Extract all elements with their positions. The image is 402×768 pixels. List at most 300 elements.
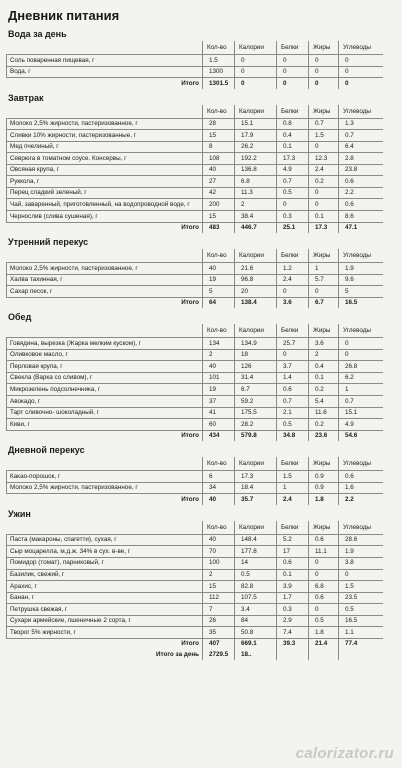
value-cell-cal: 134.9 — [235, 338, 277, 350]
column-header-protein: Белки — [277, 324, 309, 338]
value-cell-protein: 0 — [277, 349, 309, 361]
food-name-cell: Тарт сливочно- шоколадный, г — [7, 407, 203, 419]
value-cell-cal: 148.4 — [235, 534, 277, 546]
header-blank-cell — [7, 521, 203, 535]
value-cell-cal: 0.5 — [235, 569, 277, 581]
meal-section-title: Обед — [8, 312, 32, 323]
total-value-fat: 17.3 — [309, 222, 339, 233]
value-cell-carbs: 0.6 — [339, 471, 383, 483]
column-header-cal: Калории — [235, 105, 277, 119]
value-cell-qty: 15 — [203, 581, 235, 593]
table-row — [7, 338, 383, 350]
food-name-cell: Халва тахинная, г — [7, 274, 203, 286]
value-cell-carbs: 1.5 — [339, 581, 383, 593]
value-cell-cal: 2 — [235, 199, 277, 211]
column-header-cal: Калории — [235, 521, 277, 535]
total-label: Итого — [181, 495, 199, 503]
table-row — [7, 211, 383, 223]
day-total-row — [7, 649, 383, 660]
value-cell-fat: 0.6 — [309, 534, 339, 546]
value-cell-fat: 11.6 — [309, 407, 339, 419]
value-cell-cal: 14 — [235, 557, 277, 569]
value-cell-cal: 26.2 — [235, 141, 277, 153]
total-value-protein: 2.4 — [277, 494, 309, 505]
meal-section — [6, 29, 396, 89]
total-value-cal: 138.4 — [235, 297, 277, 308]
total-value-qty: 40 — [203, 494, 235, 505]
food-name-cell: Помидор (томат), парниковый, г — [7, 557, 203, 569]
value-cell-cal: 11.3 — [235, 187, 277, 199]
value-cell-qty: 19 — [203, 274, 235, 286]
value-cell-protein: 0.1 — [277, 141, 309, 153]
value-cell-carbs: 0.7 — [339, 396, 383, 408]
value-cell-qty: 27 — [203, 176, 235, 188]
value-cell-qty: 28 — [203, 118, 235, 130]
total-value-protein: 34.8 — [277, 430, 309, 441]
value-cell-carbs: 2.8 — [339, 153, 383, 165]
food-name-cell: Оливковое масло, г — [7, 349, 203, 361]
value-cell-protein: 5.2 — [277, 534, 309, 546]
food-name-cell: Микрозелень подсолнечника, г — [7, 384, 203, 396]
value-cell-fat: 0.9 — [309, 471, 339, 483]
table-header-row — [7, 324, 383, 338]
food-name-cell: Сыр моцарелла, м.д.ж. 34% в сух. в-ве, г — [7, 546, 203, 558]
value-cell-protein: 0.8 — [277, 118, 309, 130]
column-header-cal: Калории — [235, 457, 277, 471]
meal-table — [6, 41, 383, 89]
food-name-cell: Молоко 2,5% жирности, пастеризованное, г — [7, 118, 203, 130]
value-cell-protein: 0.7 — [277, 176, 309, 188]
value-cell-qty: 35 — [203, 627, 235, 639]
value-cell-carbs: 4.9 — [339, 419, 383, 431]
total-value-protein: 0 — [277, 78, 309, 89]
day-total-value-qty: 2729.5 — [203, 649, 235, 660]
value-cell-qty: 2 — [203, 569, 235, 581]
value-cell-carbs: 5 — [339, 286, 383, 298]
header-blank-cell — [7, 457, 203, 471]
header-blank-cell — [7, 105, 203, 119]
table-row — [7, 627, 383, 639]
value-cell-qty: 37 — [203, 396, 235, 408]
value-cell-cal: 3.4 — [235, 604, 277, 616]
day-total-value-protein — [277, 649, 309, 660]
value-cell-cal: 177.8 — [235, 546, 277, 558]
value-cell-qty: 40 — [203, 534, 235, 546]
table-row — [7, 118, 383, 130]
food-name-cell: Вода, г — [7, 66, 203, 78]
value-cell-fat: 0.2 — [309, 384, 339, 396]
total-value-qty: 434 — [203, 430, 235, 441]
value-cell-protein: 0.3 — [277, 211, 309, 223]
value-cell-cal: 175.5 — [235, 407, 277, 419]
header-blank-cell — [7, 41, 203, 55]
value-cell-cal: 38.4 — [235, 211, 277, 223]
table-row — [7, 569, 383, 581]
value-cell-carbs: 0 — [339, 338, 383, 350]
table-row — [7, 153, 383, 165]
value-cell-protein: 0 — [277, 55, 309, 67]
value-cell-carbs: 3.8 — [339, 557, 383, 569]
value-cell-qty: 40 — [203, 361, 235, 373]
total-value-protein: 3.6 — [277, 297, 309, 308]
food-name-cell: Перловая крупа, г — [7, 361, 203, 373]
food-name-cell: Банан, г — [7, 592, 203, 604]
value-cell-protein: 0.6 — [277, 557, 309, 569]
column-header-fat: Жиры — [309, 105, 339, 119]
value-cell-cal: 20 — [235, 286, 277, 298]
header-blank-cell — [7, 249, 203, 263]
value-cell-qty: 40 — [203, 263, 235, 275]
table-header-row — [7, 457, 383, 471]
value-cell-cal: 31.4 — [235, 372, 277, 384]
food-name-cell: Арахис, г — [7, 581, 203, 593]
value-cell-protein: 1.2 — [277, 263, 309, 275]
table-row — [7, 592, 383, 604]
value-cell-fat: 0 — [309, 141, 339, 153]
table-row — [7, 130, 383, 142]
column-header-cal: Калории — [235, 324, 277, 338]
table-row — [7, 263, 383, 275]
value-cell-fat: 1.8 — [309, 627, 339, 639]
value-cell-cal: 84 — [235, 615, 277, 627]
value-cell-qty: 1.5 — [203, 55, 235, 67]
value-cell-qty: 7 — [203, 604, 235, 616]
value-cell-protein: 17.3 — [277, 153, 309, 165]
total-row — [7, 297, 383, 308]
value-cell-carbs: 1.3 — [339, 118, 383, 130]
meal-section — [6, 237, 396, 308]
column-header-fat: Жиры — [309, 457, 339, 471]
value-cell-qty: 134 — [203, 338, 235, 350]
value-cell-carbs: 6.2 — [339, 372, 383, 384]
watermark: calorizator.ru — [295, 745, 394, 762]
value-cell-cal: 6.7 — [235, 384, 277, 396]
value-cell-protein: 1.7 — [277, 592, 309, 604]
meal-table — [6, 521, 383, 660]
value-cell-qty: 2 — [203, 349, 235, 361]
total-value-carbs: 2.2 — [339, 494, 383, 505]
meal-section-title: Утренний перекус — [8, 237, 89, 248]
value-cell-carbs: 0 — [339, 66, 383, 78]
value-cell-qty: 70 — [203, 546, 235, 558]
food-name-cell: Говядина, вырезка (Жарка мелким куском), г — [7, 338, 203, 350]
total-value-qty: 483 — [203, 222, 235, 233]
total-value-qty: 1301.5 — [203, 78, 235, 89]
food-name-cell: Киви, г — [7, 419, 203, 431]
value-cell-protein: 0.5 — [277, 187, 309, 199]
column-header-carbs: Углеводы — [339, 41, 383, 55]
value-cell-fat: 0.6 — [309, 592, 339, 604]
day-total-value-fat — [309, 649, 339, 660]
value-cell-qty: 19 — [203, 384, 235, 396]
total-value-cal: 669.1 — [235, 638, 277, 649]
total-value-fat: 0 — [309, 78, 339, 89]
value-cell-fat: 0.5 — [309, 615, 339, 627]
value-cell-fat: 2.4 — [309, 164, 339, 176]
value-cell-protein: 25.7 — [277, 338, 309, 350]
value-cell-protein: 0 — [277, 199, 309, 211]
total-row — [7, 78, 383, 89]
food-name-cell: Чернослив (слива сушеная), г — [7, 211, 203, 223]
value-cell-carbs: 0.6 — [339, 199, 383, 211]
column-header-cal: Калории — [235, 249, 277, 263]
value-cell-fat: 1.5 — [309, 130, 339, 142]
column-header-carbs: Углеводы — [339, 521, 383, 535]
value-cell-protein: 3.9 — [277, 581, 309, 593]
table-row — [7, 286, 383, 298]
value-cell-protein: 3.7 — [277, 361, 309, 373]
value-cell-carbs: 0 — [339, 55, 383, 67]
food-name-cell: Творог 5% жирности, г — [7, 627, 203, 639]
food-name-cell: Сахар песок, г — [7, 286, 203, 298]
value-cell-cal: 136.8 — [235, 164, 277, 176]
column-header-protein: Белки — [277, 457, 309, 471]
value-cell-protein: 1.4 — [277, 372, 309, 384]
column-header-qty: Кол-во — [203, 457, 235, 471]
value-cell-carbs: 1.9 — [339, 546, 383, 558]
value-cell-carbs: 6.4 — [339, 141, 383, 153]
value-cell-carbs: 9.6 — [339, 274, 383, 286]
table-row — [7, 372, 383, 384]
value-cell-cal: 18 — [235, 349, 277, 361]
value-cell-fat: 0 — [309, 569, 339, 581]
value-cell-qty: 8 — [203, 141, 235, 153]
meal-section-title: Дневной перекус — [8, 445, 85, 456]
total-label: Итого — [181, 432, 199, 440]
total-value-cal: 446.7 — [235, 222, 277, 233]
value-cell-qty: 108 — [203, 153, 235, 165]
table-row — [7, 534, 383, 546]
value-cell-cal: 126 — [235, 361, 277, 373]
total-value-carbs: 77.4 — [339, 638, 383, 649]
value-cell-protein: 0 — [277, 66, 309, 78]
food-name-cell: Паста (макароны, спагетти), сухая, г — [7, 534, 203, 546]
table-row — [7, 55, 383, 67]
value-cell-cal: 0 — [235, 55, 277, 67]
value-cell-fat: 0.2 — [309, 419, 339, 431]
total-row — [7, 494, 383, 505]
value-cell-carbs: 23.5 — [339, 592, 383, 604]
value-cell-qty: 200 — [203, 199, 235, 211]
total-value-qty: 64 — [203, 297, 235, 308]
table-row — [7, 407, 383, 419]
value-cell-protein: 17 — [277, 546, 309, 558]
food-name-cell: Перец сладкий зеленый, г — [7, 187, 203, 199]
table-row — [7, 471, 383, 483]
total-row — [7, 638, 383, 649]
value-cell-fat: 3.6 — [309, 338, 339, 350]
food-name-cell: Свекла (Варка со сливом), г — [7, 372, 203, 384]
page-title: Дневник питания — [8, 8, 120, 23]
value-cell-fat: 0.1 — [309, 372, 339, 384]
value-cell-carbs: 1 — [339, 384, 383, 396]
value-cell-fat: 0 — [309, 187, 339, 199]
value-cell-protein: 0.4 — [277, 130, 309, 142]
value-cell-cal: 96.8 — [235, 274, 277, 286]
value-cell-protein: 0.7 — [277, 396, 309, 408]
table-header-row — [7, 105, 383, 119]
total-value-carbs: 0 — [339, 78, 383, 89]
food-name-cell: Какао-порошок, г — [7, 471, 203, 483]
column-header-carbs: Углеводы — [339, 457, 383, 471]
value-cell-protein: 0.6 — [277, 384, 309, 396]
value-cell-carbs: 0.7 — [339, 130, 383, 142]
value-cell-fat: 5.4 — [309, 396, 339, 408]
value-cell-qty: 112 — [203, 592, 235, 604]
value-cell-cal: 17.9 — [235, 130, 277, 142]
meal-section — [6, 312, 396, 441]
table-row — [7, 604, 383, 616]
meal-section — [6, 509, 396, 660]
value-cell-fat: 0.9 — [309, 482, 339, 494]
value-cell-qty: 15 — [203, 211, 235, 223]
value-cell-fat: 0 — [309, 66, 339, 78]
food-name-cell: Соль поваренная пищевая, г — [7, 55, 203, 67]
food-name-cell: Молоко 2,5% жирности, пастеризованное, г — [7, 263, 203, 275]
table-row — [7, 274, 383, 286]
value-cell-fat: 0.4 — [309, 361, 339, 373]
column-header-qty: Кол-во — [203, 105, 235, 119]
total-row — [7, 222, 383, 233]
food-name-cell: Авокадо, г — [7, 396, 203, 408]
value-cell-fat: 0.7 — [309, 118, 339, 130]
column-header-qty: Кол-во — [203, 324, 235, 338]
value-cell-protein: 0.3 — [277, 604, 309, 616]
column-header-cal: Калории — [235, 41, 277, 55]
food-name-cell: Севрюга в томатном соусе. Консервы, г — [7, 153, 203, 165]
value-cell-fat: 6.8 — [309, 581, 339, 593]
value-cell-cal: 107.5 — [235, 592, 277, 604]
value-cell-carbs: 1.1 — [339, 627, 383, 639]
table-row — [7, 176, 383, 188]
value-cell-cal: 17.3 — [235, 471, 277, 483]
food-name-cell: Петрушка свежая, г — [7, 604, 203, 616]
value-cell-fat: 1 — [309, 263, 339, 275]
value-cell-cal: 18.4 — [235, 482, 277, 494]
value-cell-fat: 0 — [309, 604, 339, 616]
value-cell-protein: 7.4 — [277, 627, 309, 639]
value-cell-protein: 1 — [277, 482, 309, 494]
value-cell-carbs: 0 — [339, 569, 383, 581]
value-cell-qty: 1300 — [203, 66, 235, 78]
value-cell-qty: 41 — [203, 407, 235, 419]
table-header-row — [7, 41, 383, 55]
food-name-cell: Базилик, свежий, г — [7, 569, 203, 581]
column-header-fat: Жиры — [309, 324, 339, 338]
column-header-fat: Жиры — [309, 521, 339, 535]
value-cell-qty: 5 — [203, 286, 235, 298]
day-total-label: Итого за день — [156, 650, 199, 658]
value-cell-cal: 0 — [235, 66, 277, 78]
column-header-protein: Белки — [277, 521, 309, 535]
food-name-cell: Мед пчелиный, г — [7, 141, 203, 153]
value-cell-carbs: 1.9 — [339, 263, 383, 275]
meal-table — [6, 457, 383, 505]
meal-section — [6, 445, 396, 505]
table-row — [7, 349, 383, 361]
value-cell-carbs: 0.5 — [339, 604, 383, 616]
column-header-carbs: Углеводы — [339, 324, 383, 338]
total-value-carbs: 16.5 — [339, 297, 383, 308]
value-cell-fat: 0 — [309, 55, 339, 67]
value-cell-carbs: 28.6 — [339, 534, 383, 546]
value-cell-protein: 4.9 — [277, 164, 309, 176]
value-cell-protein: 2.1 — [277, 407, 309, 419]
value-cell-protein: 1.5 — [277, 471, 309, 483]
value-cell-fat: 2 — [309, 349, 339, 361]
value-cell-fat: 0 — [309, 286, 339, 298]
table-row — [7, 557, 383, 569]
value-cell-carbs: 23.8 — [339, 164, 383, 176]
day-total-value-cal: 18.. — [235, 649, 277, 660]
value-cell-cal: 82.8 — [235, 581, 277, 593]
value-cell-qty: 100 — [203, 557, 235, 569]
table-row — [7, 199, 383, 211]
column-header-qty: Кол-во — [203, 249, 235, 263]
column-header-protein: Белки — [277, 41, 309, 55]
table-row — [7, 396, 383, 408]
value-cell-carbs: 2.2 — [339, 187, 383, 199]
value-cell-cal: 59.2 — [235, 396, 277, 408]
value-cell-fat: 0 — [309, 199, 339, 211]
value-cell-qty: 6 — [203, 471, 235, 483]
value-cell-carbs: 0 — [339, 349, 383, 361]
header-blank-cell — [7, 324, 203, 338]
total-label: Итого — [181, 224, 199, 232]
value-cell-carbs: 8.6 — [339, 211, 383, 223]
food-name-cell: Молоко 2,5% жирности, пастеризованное, г — [7, 482, 203, 494]
total-label: Итого — [181, 640, 199, 648]
diary-sections — [6, 29, 396, 660]
value-cell-fat: 11.1 — [309, 546, 339, 558]
food-name-cell: Сливки 10% жирности, пастеризованные, г — [7, 130, 203, 142]
total-row — [7, 430, 383, 441]
day-total-value-carbs — [339, 649, 383, 660]
column-header-qty: Кол-во — [203, 41, 235, 55]
table-header-row — [7, 249, 383, 263]
value-cell-cal: 6.8 — [235, 176, 277, 188]
value-cell-qty: 101 — [203, 372, 235, 384]
total-value-fat: 23.6 — [309, 430, 339, 441]
value-cell-protein: 0.5 — [277, 419, 309, 431]
total-value-cal: 579.8 — [235, 430, 277, 441]
table-row — [7, 546, 383, 558]
table-row — [7, 164, 383, 176]
value-cell-fat: 0.2 — [309, 176, 339, 188]
total-value-cal: 0 — [235, 78, 277, 89]
total-value-protein: 39.3 — [277, 638, 309, 649]
table-row — [7, 141, 383, 153]
table-row — [7, 384, 383, 396]
column-header-fat: Жиры — [309, 249, 339, 263]
value-cell-qty: 40 — [203, 164, 235, 176]
meal-section — [6, 93, 396, 233]
value-cell-carbs: 16.5 — [339, 615, 383, 627]
value-cell-carbs: 15.1 — [339, 407, 383, 419]
total-value-carbs: 54.6 — [339, 430, 383, 441]
total-value-fat: 21.4 — [309, 638, 339, 649]
value-cell-protein: 2.9 — [277, 615, 309, 627]
food-name-cell: Руккола, г — [7, 176, 203, 188]
table-row — [7, 187, 383, 199]
table-row — [7, 66, 383, 78]
value-cell-cal: 192.2 — [235, 153, 277, 165]
value-cell-cal: 28.2 — [235, 419, 277, 431]
value-cell-qty: 15 — [203, 130, 235, 142]
value-cell-protein: 0 — [277, 286, 309, 298]
table-row — [7, 482, 383, 494]
value-cell-qty: 42 — [203, 187, 235, 199]
